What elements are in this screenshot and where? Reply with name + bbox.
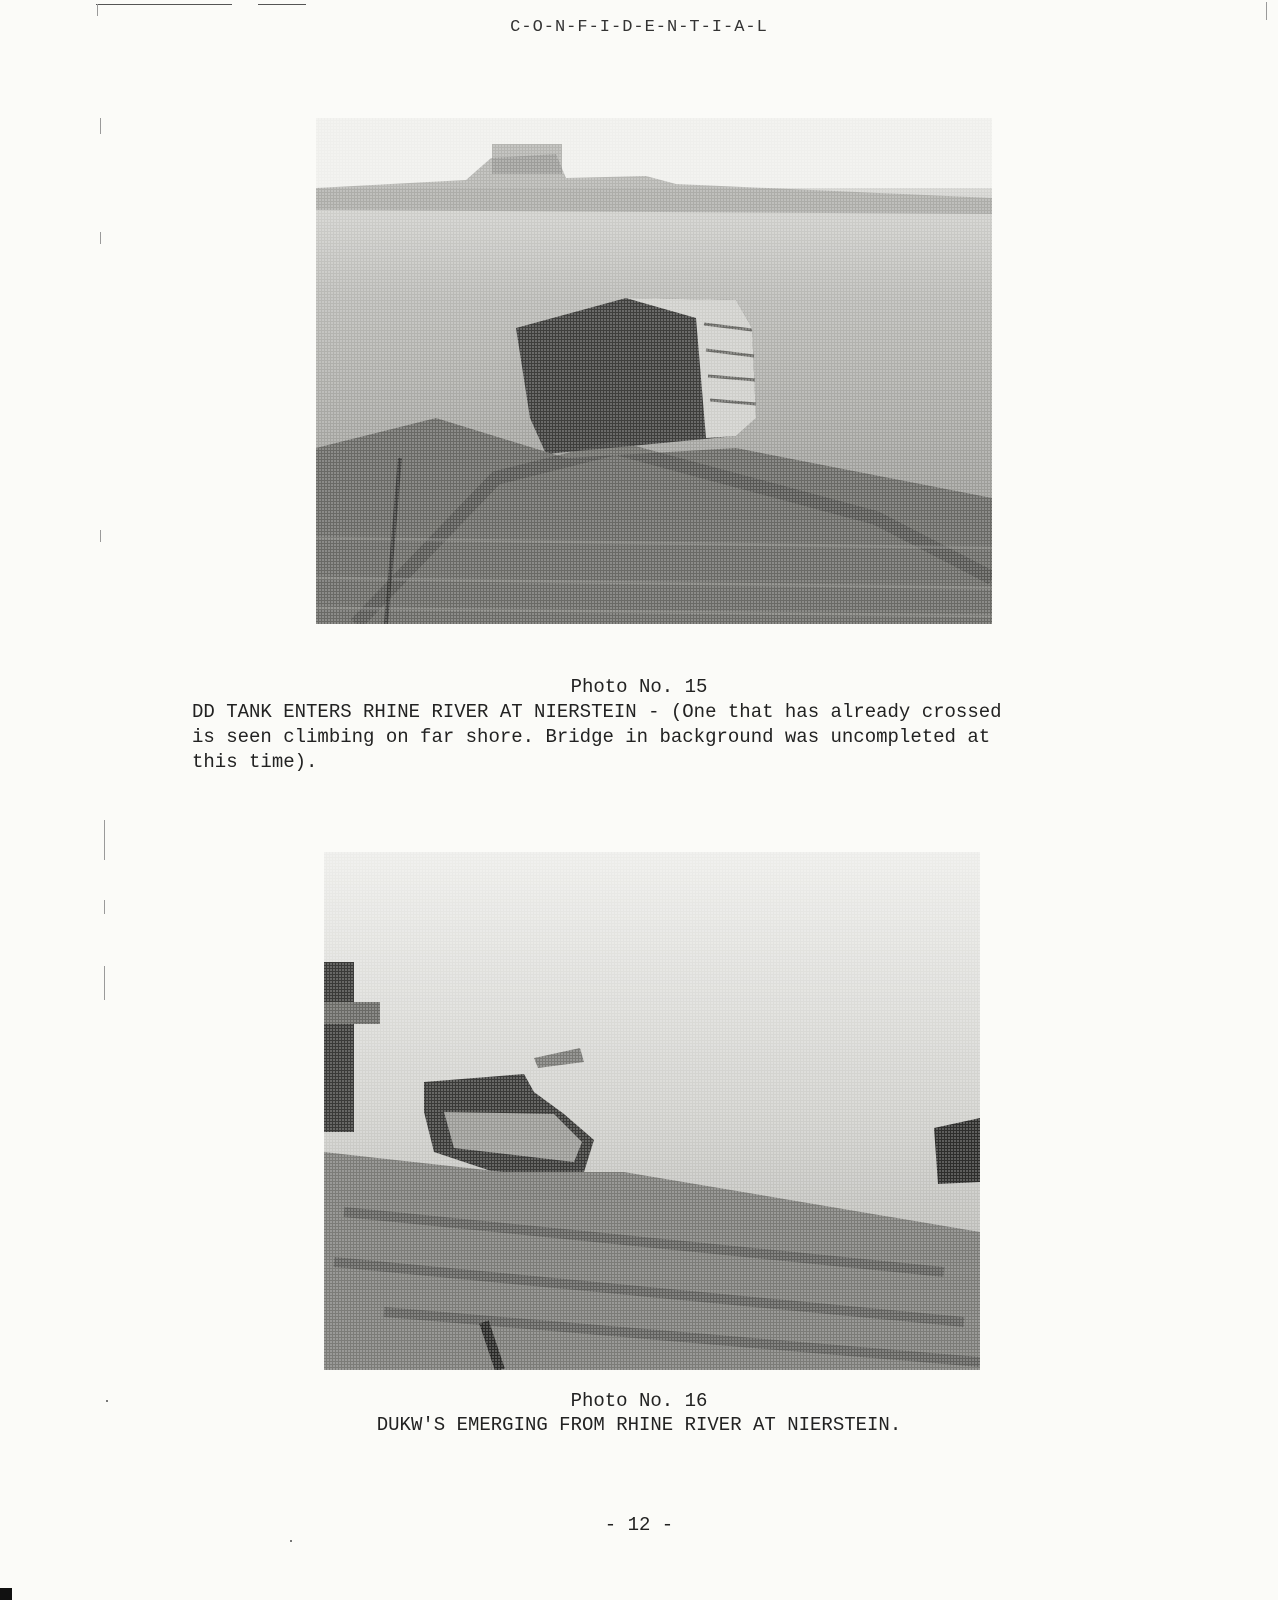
margin-tick: [104, 820, 105, 860]
scan-corner-mark: [0, 1588, 12, 1600]
page-number: - 12 -: [604, 1514, 674, 1536]
halftone-overlay: [324, 852, 980, 1370]
photo-15-caption: DD TANK ENTERS RHINE RIVER AT NIERSTEIN - (One that has already crossed is seen climbing on far shore. Bridge in background was uncompleted at this time).: [192, 701, 1002, 773]
margin-tick: [100, 530, 101, 542]
photo-dd-tank: [316, 118, 992, 624]
margin-tick: [104, 966, 105, 1000]
photo-16-caption: DUKW'S EMERGING FROM RHINE RIVER AT NIERSTEIN.: [376, 1414, 902, 1436]
photo-15-title: Photo No. 15: [570, 676, 708, 698]
margin-tick: [100, 232, 101, 244]
photo-dukw: [324, 852, 980, 1370]
top-rule: [96, 4, 232, 5]
halftone-overlay: [316, 118, 992, 624]
margin-tick: [100, 118, 101, 134]
top-rule: [258, 4, 306, 5]
margin-tick: [97, 4, 98, 16]
photo-16-title: Photo No. 16: [570, 1390, 708, 1412]
stray-mark: [290, 1540, 292, 1542]
margin-tick: [104, 900, 105, 914]
classification-header: C-O-N-F-I-D-E-N-T-I-A-L: [510, 18, 768, 37]
